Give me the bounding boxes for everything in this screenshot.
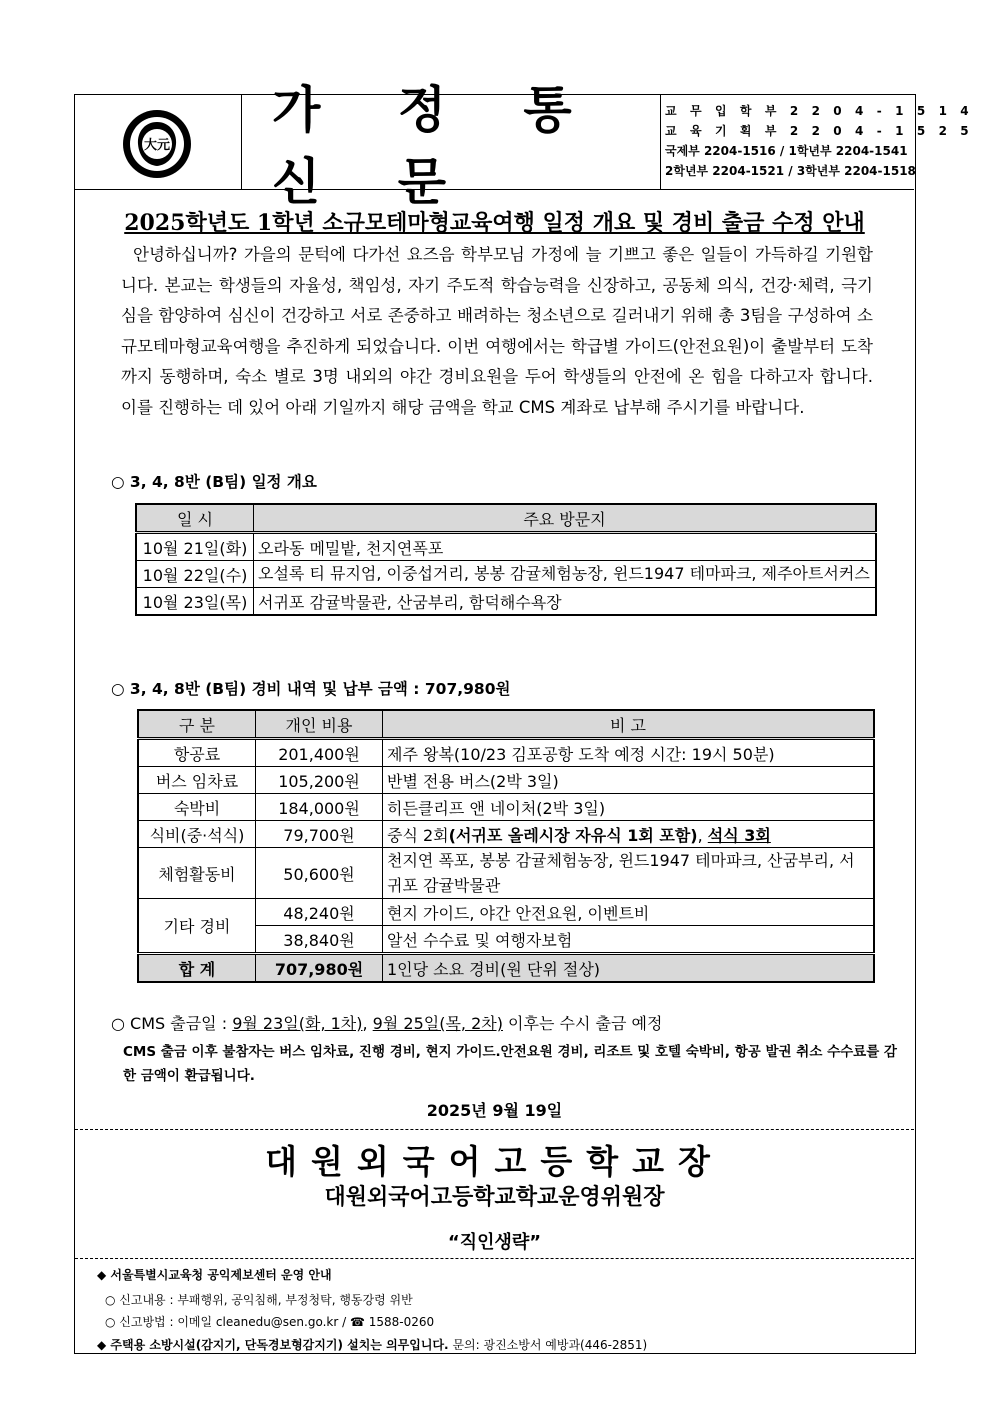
schedule-heading: ○ 3, 4, 8반 (B팀) 일정 개요 <box>111 473 317 491</box>
expense-table <box>137 709 875 983</box>
expense-col-cost: 개인 비용 <box>256 710 383 739</box>
table-row: 항공료 201,400원 제주 왕복(10/23 김포공항 도착 예정 시간: 19시 50분) <box>138 739 874 767</box>
newsletter-frame <box>74 81 974 1354</box>
total-row: 합 계 707,980원 1인당 소요 경비(원 단위 절상) <box>138 954 874 983</box>
table-row: 38,840원 알선 수수료 및 여행자보험 <box>138 926 874 954</box>
table-row: 10월 22일(수) 오설록 티 뮤지엄, 이중섭거리, 봉봉 감귤체험농장, 윈드1947 테마파크, 제주아트서커스 <box>136 561 876 588</box>
table-row: 버스 임차료 105,200원 반별 전용 버스(2박 3일) <box>138 767 874 794</box>
seal-omitted-note: “직인생략” <box>447 1232 542 1253</box>
phone-line-4: 2학년부 2204-1521 / 3학년부 2204-1518 <box>665 164 916 178</box>
phone-directory <box>665 101 974 181</box>
phone-line-2: 교 육 기 획 부 2 2 0 4 - 1 5 2 5 <box>665 124 974 138</box>
header <box>75 81 974 211</box>
footer-report-method: ○ 신고방법 : 이메일 cleanedu@sen.go.kr / ☎ 1588-0260 <box>105 1315 435 1329</box>
expense-col-item: 구 분 <box>138 710 256 739</box>
table-row: 체험활동비 50,600원 천지연 폭포, 봉봉 감귤체험농장, 윈드1947 테마파크, 산굼부리, 서귀포 감귤박물관 <box>138 848 874 899</box>
expense-heading: ○ 3, 4, 8반 (B팀) 경비 내역 및 납부 금액 : 707,980원 <box>111 680 511 698</box>
subject-title: 2025학년도 1학년 소규모테마형교육여행 일정 개요 및 경비 출금 수정 안내 <box>124 210 865 236</box>
table-row: 10월 21일(화) 오라동 메밀밭, 천지연폭포 <box>136 533 876 561</box>
emblem-text: 大元 <box>143 138 171 153</box>
page-title: 가 정 통 신 문 <box>272 81 602 211</box>
divider <box>75 1258 914 1259</box>
table-row: 숙박비 184,000원 히든클리프 앤 네이처(2박 3일) <box>138 794 874 821</box>
school-emblem-icon <box>121 108 193 180</box>
divider <box>75 1129 914 1130</box>
footer-fire-notice: ◆ 주택용 소방시설(감지기, 단독경보형감지기) 설치는 의무입니다. 문의: 광진소방서 예방과(446-2851) <box>97 1338 648 1352</box>
table-row: 식비(중·석식) 79,700원 중식 2회(서귀포 올레시장 자유식 1회 포함), 석식 3회 <box>138 821 874 848</box>
phone-line-3: 국제부 2204-1516 / 1학년부 2204-1541 <box>665 144 908 158</box>
committee-signature: 대원외국어고등학교학교운영위원장 <box>324 1185 665 1210</box>
principal-signature: 대원외국어고등학교장 <box>265 1142 724 1181</box>
logo-cell <box>75 95 242 189</box>
intro-paragraph: 안녕하십니까? 가을의 문턱에 다가선 요즈음 학부모님 가정에 늘 기쁘고 좋은 일들이 가득하길 기원합니다. 본교는 학생들의 자율성, 책임성, 자기 주도적 학습능력을 신장하고, 공동체 의식, 건강·체력, 극기심을 함양하여 심신이 건강하고 서로 존중하고 배려하는 청소년으로 길러내기 위해 총 3팀을 구성하여 소규모테마형교육여행을 추진하게 되었습니다. 이번 여행에서는 학급별 가이드(안전요원)이 출발부터 도착까지 동행하며, 숙소 별로 3명 내외의 야간 경비요원을 두어 학생들의 안전에 온 힘을 다하고자 합니다. 이를 진행하는 데 있어 아래 기일까지 해당 금액을 학교 CMS 계좌로 납부해 주시기를 바랍니다. <box>121 245 873 417</box>
expense-col-note: 비 고 <box>383 710 875 739</box>
cms-withdrawal-date: ○ CMS 출금일 : 9월 23일(화, 1차), 9월 25일(목, 2차) 이후는 수시 출금 예정 <box>111 1014 663 1033</box>
schedule-table <box>135 503 877 616</box>
cms-refund-note: CMS 출금 이후 불참자는 버스 임차료, 진행 경비, 현지 가이드.안전요원 경비, 리조트 및 호텔 숙박비, 항공 발권 취소 수수료를 감한 금액이 환급됩니다. <box>123 1044 897 1084</box>
footer-report-content: ○ 신고내용 : 부패행위, 공익침해, 부정청탁, 행동강령 위반 <box>105 1293 413 1307</box>
schedule-col-place: 주요 방문지 <box>254 504 877 533</box>
schedule-col-date: 일 시 <box>136 504 254 533</box>
table-row: 기타 경비 48,240원 현지 가이드, 야간 안전요원, 이벤트비 <box>138 899 874 926</box>
footer-whistleblower-title: ◆ 서울특별시교육청 공익제보센터 운영 안내 <box>97 1268 332 1282</box>
table-row: 10월 23일(목) 서귀포 감귤박물관, 산굼부리, 함덕해수욕장 <box>136 588 876 616</box>
title-cell <box>242 81 661 211</box>
phone-line-1: 교 무 입 학 부 2 2 0 4 - 1 5 1 4 <box>665 104 974 118</box>
issue-date: 2025년 9월 19일 <box>426 1101 563 1120</box>
